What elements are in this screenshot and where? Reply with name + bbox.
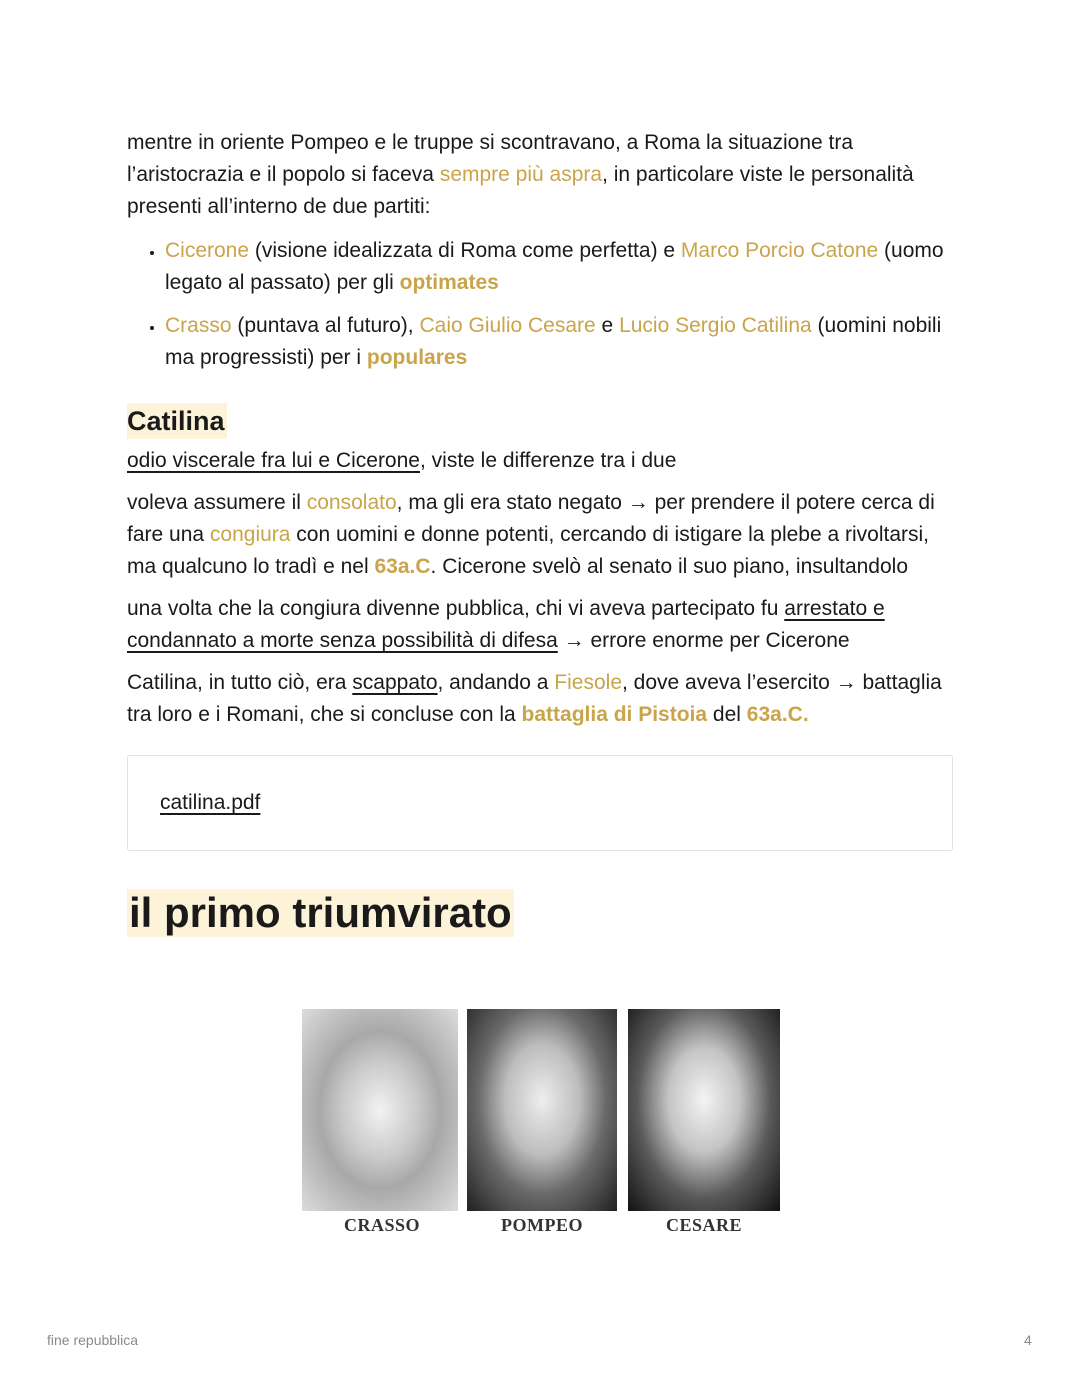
intro-text-1: mentre in oriente Pompeo e le truppe si scontravano, a Roma la situazione tra l’aristocrazia e il popolo si faceva: [127, 131, 854, 186]
name-cicerone: Cicerone: [165, 239, 250, 262]
list-text: (visione idealizzata di Roma come perfetta) e: [249, 239, 681, 262]
triumvirs-image: [302, 1009, 780, 1241]
caption-pompeo: POMPEO: [501, 1215, 583, 1235]
underlined-scappato: scappato: [352, 671, 438, 694]
term-battaglia-pistoia: battaglia di Pistoia: [521, 703, 708, 726]
paragraph-text: una volta che la congiura divenne pubblica, chi vi aveva partecipato fu: [127, 597, 785, 620]
file-link-catilina-pdf[interactable]: catilina.pdf: [160, 791, 261, 814]
list-item-populares: [165, 310, 953, 374]
paragraph-text: , dove aveva l’esercito → battaglia tra loro e i Romani, che si concluse con la: [127, 671, 942, 726]
catilina-paragraph-2: [127, 487, 953, 583]
underlined-odio: odio viscerale fra lui e Cicerone: [127, 449, 420, 472]
list-item-optimates: [165, 235, 953, 299]
catilina-paragraph-3: [127, 593, 953, 657]
paragraph-text: → errore enorme per Cicerone: [557, 629, 850, 652]
date-63ac-2: 63a.C.: [746, 703, 809, 726]
footer-page-number: 4: [1024, 1332, 1032, 1348]
intro-highlight: sempre più aspra: [439, 163, 603, 186]
caption-cesare: CESARE: [665, 1215, 743, 1235]
list-text: (puntava al futuro),: [231, 314, 420, 337]
portrait-cesare: [628, 1009, 780, 1211]
paragraph-text: , ma gli era stato negato → per prendere il potere cerca di fare una: [127, 491, 935, 546]
name-catilina: Lucio Sergio Catilina: [619, 314, 812, 337]
list-text: (uomo legato al passato) per gli: [165, 239, 944, 294]
portrait-pompeo: [467, 1009, 617, 1211]
date-63ac: 63a.C: [374, 555, 431, 578]
heading-catilina: Catilina: [127, 403, 227, 439]
term-congiura: congiura: [209, 523, 291, 546]
paragraph-text: Catilina, in tutto ciò, era: [127, 671, 353, 694]
party-populares: populares: [366, 346, 468, 369]
catilina-paragraph-1: [127, 445, 953, 477]
paragraph-text: con uomini e donne potenti, cercando di istigare la plebe a rivoltarsi, ma qualcuno lo tradì e nel: [127, 523, 930, 578]
party-optimates: optimates: [399, 271, 499, 294]
caption-crasso: CRASSO: [343, 1215, 421, 1235]
parties-list: [127, 235, 953, 374]
portrait-crasso: [302, 1009, 458, 1211]
intro-paragraph: [127, 127, 953, 223]
term-consolato: consolato: [306, 491, 397, 514]
underlined-arrestato: arrestato e condannato a morte senza possibilità di difesa: [127, 597, 885, 652]
paragraph-text: . Cicerone svelò al senato il suo piano, insultandolo: [430, 555, 909, 578]
name-cesare: Caio Giulio Cesare: [419, 314, 596, 337]
intro-text-2: , in particolare viste le personalità presenti all’interno de due partiti:: [127, 163, 914, 218]
paragraph-text: , viste le differenze tra i due: [419, 449, 677, 472]
file-attachment[interactable]: [127, 755, 953, 851]
paragraph-text: voleva assumere il: [127, 491, 307, 514]
name-crasso: Crasso: [165, 314, 232, 337]
name-catone: Marco Porcio Catone: [680, 239, 879, 262]
footer-document-title: fine repubblica: [47, 1332, 139, 1348]
page-content: [127, 127, 953, 937]
list-text: e: [595, 314, 620, 337]
list-text: (uomini nobili ma progressisti) per i: [165, 314, 942, 369]
catilina-paragraph-4: [127, 667, 953, 731]
paragraph-text: , andando a: [437, 671, 555, 694]
paragraph-text: del: [707, 703, 747, 726]
heading-primo-triumvirato: il primo triumvirato: [129, 889, 512, 936]
place-fiesole: Fiesole: [554, 671, 622, 694]
